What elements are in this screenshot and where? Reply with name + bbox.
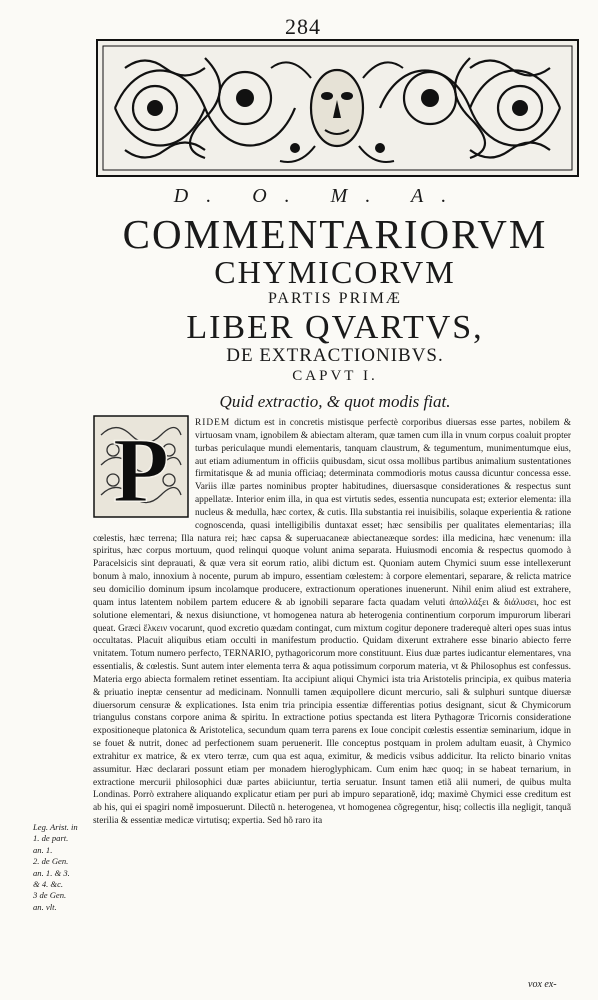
margin-note-line: & 4. &c.: [33, 879, 64, 890]
body-text-content: dictum est in concretis mistisque perfectè corporibus diuersas esse partes, nobilem & virtuosam vnam, ignobilem & abiectam alteram, quæ tamen cum illa in vnum corpus coaluit propter turbas periculaque mundi elementaris, tanquam claustrum, & tegumentum, munimentumque eius, aut etiam adiumentum in officiis quibusdam, sicut ossa mollibus partibus animalium sustentationes firmitatisque & ad munia officiaq; determinata commodioris motus caussa dicuntur concessa esse. Variis illæ partes nominibus propter habitudines, diuersasque considerationes & respectus sunt appellatæ. Interior enim illa, in qua est virtutis sedes, essentia nuncupata est; exterior elementa: illa nucleus & medulla, hæc cortex, & cutis. Illa substantia rei inuisibilis, solaque experientia & ratione cognoscenda, quasi intelligibilis duntaxat esset; hæc sensibilis per qualitates elementarias; illa cœlestis, hæc terrena; Illa natura rei; hæc capsa & superuacaneæ abiectaneæque sordes: illa medicina, hæc venenum: illa spiritus, hæc corpus mortuum, quod relinqui quoque volunt anima separata. Huiusmodi encomia & respectus quomodo à Paracelsicis sint deprauati, & quæ vera sit eorum ratio, alibi dictum est. Quoniam autem Chymici suum esse intellexerunt bonum à malo, innoxium à nocente, purum ab impuro, essentiam cœlestem: à corpore elementari, separare, & relicta matrice seu domicilio dominum ipsum incolamque producere, extractionum operationes inuenerunt. Nihil enim aliud est extrahere, quam intus latentem nobilem partem educere & ab ignobili separare facta quadam veluti ἀπαλλάξει & διάλυσει, hoc est solutione elementari, & nexus disiunctione, vt homogenea natura ab heterogenia continentium corporum impurorum liberari queat. Græci ἕλκειν vocarunt, quod excretio quædam contingat, cum mixtum cogitur deponere traderequè alteri opes suas intus occultatas. Placuit aliquibus etiam occulti in manifestum productio. Quidam dixerunt extrahere esse binario abiecto ferre vnitatem. Totum numero perfecto, TERNARIO, pythagoricorum more constituunt. Eius duæ partes iudicantur elementares, vna essentialis, & cœlestis. Sunt autem inter elementa terra & aqua potissimum corporum materia, vt & Philosophus est confessus. Materia ergo abiecta formalem retinet essentiam. Ita accipiunt aliqui Chymici ista tria Aristotelis principia, ex quibus materia & priuatio ineptæ censentur ad medicinam. Nonnulli tamen æquipollere dicunt mercurio, sali & sulphuri suntque diuersæ diuersorum censuræ & explicationes. Ista enim tria principia essentiæ differentias potius designant, sicut & Chymicorum triangulus constans corpore anima & spiritu. In extractione potius spectanda est litera Pythagoræ Tricornis consideratione expositioneque platonica & Aristotelica, secundum quam terra parens ex Ioue concipit cœlestis essentiæ seminarium, idque in se fouet & nutrit, donec ad perfectionem suam peruenerit. Ille conceptus postquam in prolem adultam euasit, à Chymico extrahitur ex matrice, & ex vtero terræ, cum qua est aqua, eximitur, & medicis vsibus addicitur. Ita relicto binario vnitas assumitur. Hæc declarari possunt etiam per monadem hieroglyphicam. Cum enim hæc quoq; in se habeat ternarium, in extractione mercurii philosophici duæ partes abiiciuntur, tertia seruatur. Insunt tamen etiã alii numeri, de quibus multa Londinas. Porrò extrahere aliquando explicatur etiam per puri ab impuro separationẽ, idq; maximè Chymici esse creditum est ab his, qui ei spagiri nomẽ imposuerunt. Dilectũ n. heterogenea, vt homogenea cõgregentur, hisq; collectis illa negligit, tanquã sterilia & essentiæ medicæ virtutisq; expertia. Sed hõ raro ita: [93, 418, 571, 827]
body-paragraph: [93, 417, 571, 987]
lead-word: RIDEM: [195, 418, 231, 428]
margin-note-line: Leg. Arist. in: [33, 822, 78, 832]
margin-note-line: 2. de Gen.: [33, 856, 69, 867]
chapter-heading: CAPVT I.: [292, 368, 378, 384]
title-liber-quartus: LIBER QVARTVS,: [186, 309, 484, 346]
title-partis-primae: PARTIS PRIMÆ: [267, 290, 403, 307]
margin-note-line: an. 1. & 3.: [33, 867, 70, 878]
margin-note: [33, 822, 89, 913]
title-de-extractionibus: DE EXTRACTIONIBVS.: [226, 345, 444, 366]
dedication-dom: D. O. M. A.: [173, 185, 465, 207]
title-commentariorum: COMMENTARIORVM: [122, 211, 548, 257]
catchword: vox ex-: [528, 979, 557, 990]
headpiece-ornament: [95, 38, 580, 178]
margin-note-line: an. vlt.: [33, 901, 57, 912]
margin-note-line: 1. de part.: [33, 833, 69, 844]
dropcap-letter: P: [112, 419, 170, 518]
page-number: 284: [285, 14, 321, 39]
title-chymicorum: CHYMICORVM: [214, 254, 456, 290]
margin-note-line: an. 1.: [33, 844, 53, 855]
margin-note-line: 3 de Gen.: [33, 890, 67, 901]
chapter-title: Quid extractio, & quot modis fiat.: [219, 392, 451, 411]
